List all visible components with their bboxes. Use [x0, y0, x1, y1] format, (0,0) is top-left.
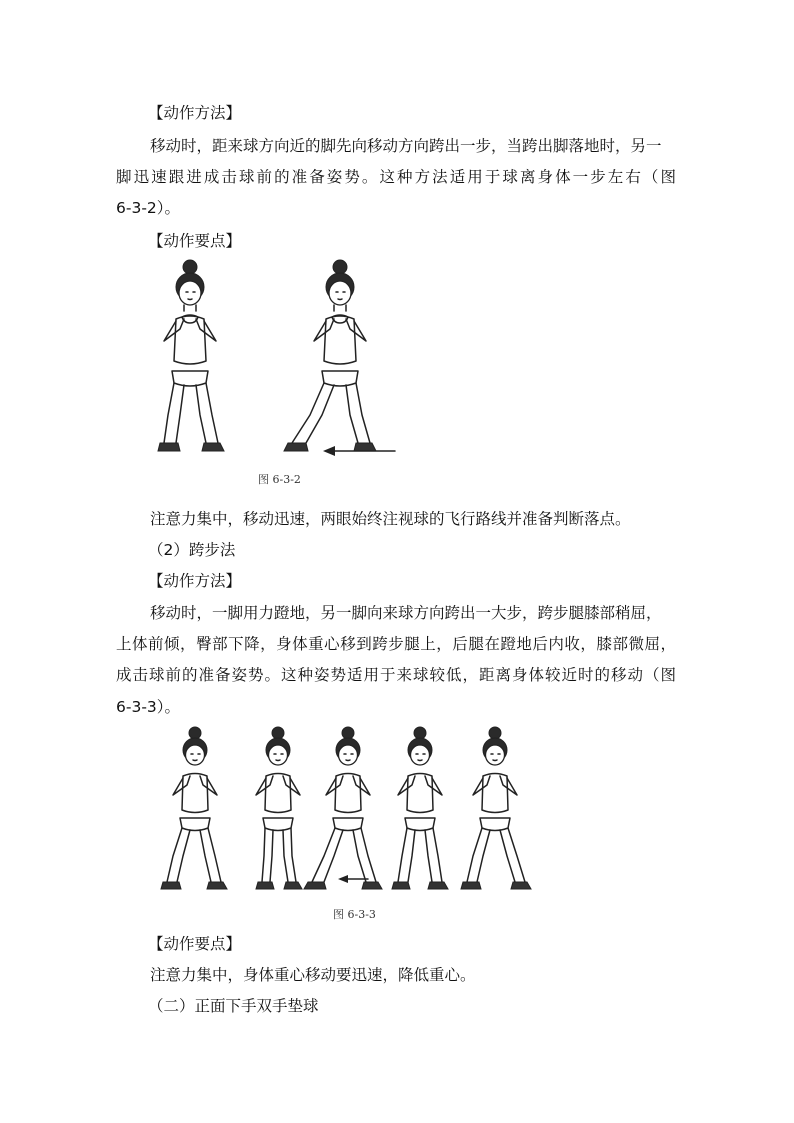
method-heading-1: 【动作方法】	[148, 104, 242, 122]
stride-line-1: 移动时，一脚用力蹬地，另一脚向来球方向跨出一大步，跨步腿膝部稍屈，	[150, 604, 662, 622]
stride-line-3: 成击球前的准备姿势。这种姿势适用于来球较低，距离身体较近时的移动（图	[116, 666, 676, 684]
figure-6-3-3-illustration	[150, 725, 560, 900]
section-title-stride: （2）跨步法	[148, 541, 236, 559]
stride-line-4: 6-3-3）。	[116, 698, 181, 716]
figure-caption-6-3-3: 图 6-3-3	[333, 908, 376, 921]
figure-6-3-2-illustration	[145, 255, 415, 465]
points-heading-2: 【动作要点】	[148, 935, 242, 953]
points-text-1: 注意力集中，移动迅速，两眼始终注视球的飞行路线并准备判断落点。	[150, 510, 631, 528]
next-section-title: （二）正面下手双手垫球	[148, 997, 319, 1015]
method-line-2: 脚迅速跟进成击球前的准备姿势。这种方法适用于球离身体一步左右（图	[116, 168, 676, 186]
figure-caption-6-3-2: 图 6-3-2	[258, 473, 301, 486]
method-line-1: 移动时，距来球方向近的脚先向移动方向跨出一步，当跨出脚落地时，另一	[150, 137, 662, 155]
stride-line-2: 上体前倾，臀部下降，身体重心移到跨步腿上，后腿在蹬地后内收，膝部微屈，	[116, 635, 676, 653]
points-text-2: 注意力集中，身体重心移动要迅速，降低重心。	[150, 966, 476, 984]
points-heading-1: 【动作要点】	[148, 232, 242, 250]
method-heading-2: 【动作方法】	[148, 572, 242, 590]
method-line-3: 6-3-2）。	[116, 199, 181, 217]
